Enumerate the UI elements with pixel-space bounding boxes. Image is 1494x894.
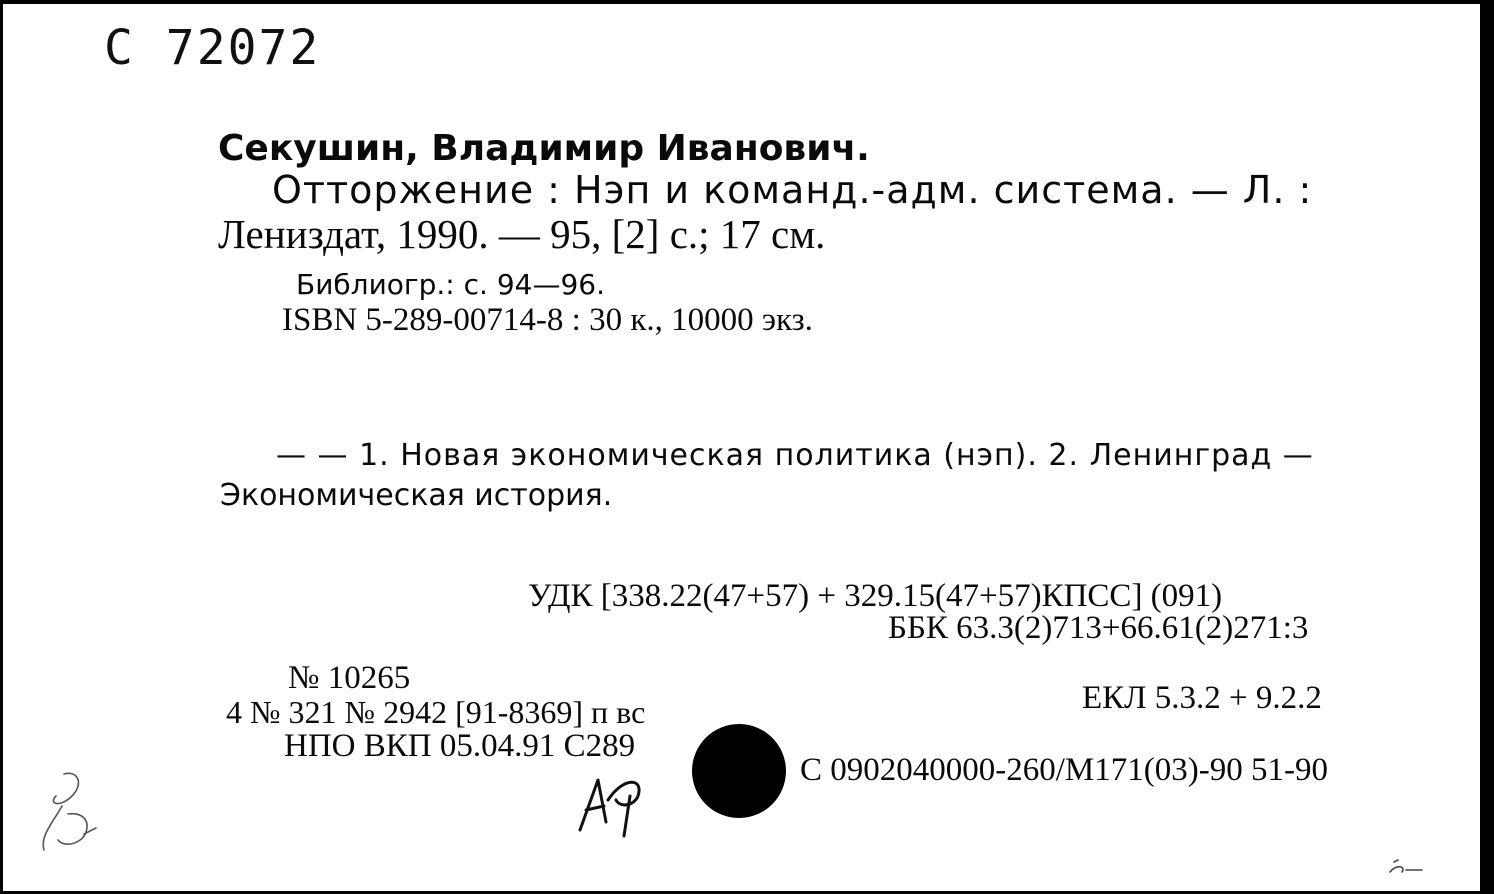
bibliography-note: Библиогр.: с. 94—96. [296,268,605,301]
title-statement-line-2: Лениздат, 1990. — 95, [2] с.; 17 см. [218,211,826,257]
ekl-classification: ЕКЛ 5.3.2 + 9.2.2 [1082,680,1322,716]
subject-headings-line-1: — — 1. Новая экономическая политика (нэп). 2. Ленинград — [276,438,1314,473]
npo-line: НПО ВКП 05.04.91 С289 [284,728,636,764]
isbn-line: ISBN 5-289-00714-8 : 30 к., 10000 экз. [282,302,813,338]
card-border-right [1480,0,1494,894]
card-number: С 72072 [104,20,321,76]
author-heading: Секушин, Владимир Иванович. [218,128,870,169]
punch-hole [692,724,786,818]
order-number: № 10265 [288,660,411,696]
card-border-left [0,0,3,894]
pencil-scribble-mark [34,766,106,856]
pencil-tick-mark [1386,858,1432,880]
handwritten-initials-mark [572,770,662,842]
bbk-classification: ББК 63.3(2)713+66.61(2)271:3 [888,610,1309,646]
udk-classification: УДК [338.22(47+57) + 329.15(47+57)КПСС] (091) [528,578,1223,614]
print-order-line: 4 № 321 № 2942 [91-8369] п вс [226,694,646,730]
catalog-code: С 0902040000-260/М171(03)-90 51-90 [800,752,1328,788]
subject-headings-line-2: Экономическая история. [220,478,613,513]
card-border-top [0,0,1494,4]
title-statement-line-1: Отторжение : Нэп и команд.-адм. система. — Л. : [272,168,1313,212]
